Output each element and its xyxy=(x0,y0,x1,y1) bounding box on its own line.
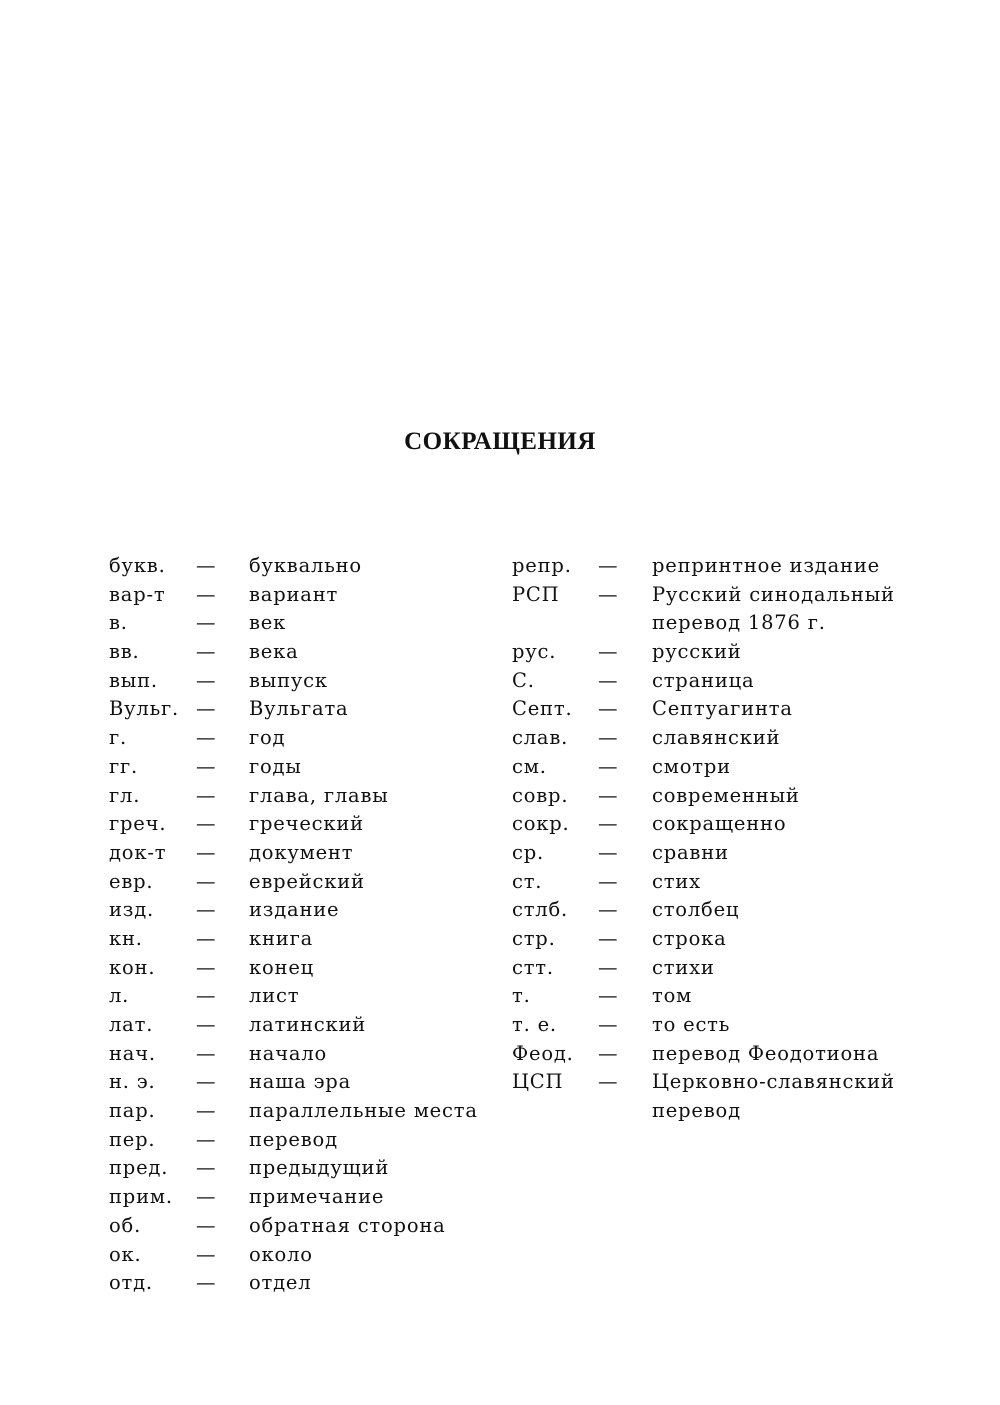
abbreviation-entry xyxy=(109,868,499,897)
abbreviation-meaning: документ xyxy=(249,840,354,864)
abbreviations-left-column xyxy=(109,552,499,1298)
abbreviation: репр. xyxy=(512,554,572,577)
abbreviation: док-т xyxy=(109,840,167,864)
abbreviation-entry xyxy=(512,810,912,839)
abbreviation-entry xyxy=(109,839,499,868)
abbreviation-meaning: около xyxy=(249,1242,313,1266)
abbreviation-entry xyxy=(109,1154,499,1183)
dash-separator: — xyxy=(196,1099,217,1123)
dash-separator: — xyxy=(598,898,619,922)
abbreviation: кн. xyxy=(109,926,143,950)
abbreviation-entry xyxy=(109,1011,499,1040)
abbreviation-entry xyxy=(512,839,912,868)
abbreviation-entry xyxy=(109,954,499,983)
dash-separator: — xyxy=(196,840,217,864)
dash-separator: — xyxy=(196,611,217,635)
abbreviation-entry xyxy=(512,954,912,983)
dash-separator: — xyxy=(196,668,217,692)
abbreviation-meaning: том xyxy=(652,984,693,1008)
dash-separator: — xyxy=(598,640,619,664)
dash-separator: — xyxy=(598,726,619,750)
abbreviation-entry xyxy=(109,667,499,696)
dash-separator: — xyxy=(196,754,217,778)
abbreviation: ЦСП xyxy=(512,1070,564,1094)
abbreviation-meaning: параллельные места xyxy=(249,1099,478,1123)
abbreviation-meaning: сравни xyxy=(652,840,729,864)
dash-separator: — xyxy=(196,1185,217,1209)
abbreviation: вв. xyxy=(109,640,140,664)
abbreviation-meaning: смотри xyxy=(652,754,731,778)
abbreviation-entry xyxy=(109,925,499,954)
abbreviation-meaning: русский xyxy=(652,640,742,664)
abbreviation-meaning: Септуагинта xyxy=(652,697,793,721)
abbreviation-entry xyxy=(109,1183,499,1212)
abbreviation: прим. xyxy=(109,1185,173,1209)
abbreviation-entry xyxy=(109,724,499,753)
dash-separator: — xyxy=(196,1070,217,1094)
abbreviation: ср. xyxy=(512,840,545,864)
dash-separator: — xyxy=(196,1013,217,1036)
abbreviation-entry xyxy=(109,1241,499,1270)
abbreviation-meaning: отдел xyxy=(249,1271,312,1295)
dash-separator: — xyxy=(196,1271,217,1295)
abbreviation-meaning: греческий xyxy=(249,812,364,836)
abbreviation-entry xyxy=(109,982,499,1011)
dash-separator: — xyxy=(196,582,217,606)
abbreviation-entry xyxy=(512,925,912,954)
abbreviation: лат. xyxy=(109,1013,154,1036)
dash-separator: — xyxy=(598,754,619,778)
abbreviation-entry xyxy=(512,581,912,610)
abbreviation-entry xyxy=(512,896,912,925)
abbreviation: ст. xyxy=(512,869,543,893)
abbreviation: см. xyxy=(512,754,547,778)
abbreviation-meaning: обратная сторона xyxy=(249,1213,446,1237)
abbreviation-entry xyxy=(109,1040,499,1069)
abbreviation-entry xyxy=(109,581,499,610)
abbreviation-meaning: лист xyxy=(249,984,300,1008)
abbreviation: в. xyxy=(109,611,128,635)
abbreviation: вып. xyxy=(109,668,158,692)
dash-separator: — xyxy=(196,1242,217,1266)
abbreviation-meaning: перевод 1876 г. xyxy=(652,611,826,635)
abbreviation: греч. xyxy=(109,812,167,836)
abbreviation-entry xyxy=(109,695,499,724)
abbreviation-meaning: страница xyxy=(652,668,755,692)
abbreviation-meaning: вариант xyxy=(249,582,339,606)
abbreviation-meaning: годы xyxy=(249,754,302,778)
abbreviation-entry xyxy=(512,782,912,811)
abbreviation-meaning: века xyxy=(249,640,299,664)
abbreviation: н. э. xyxy=(109,1070,156,1094)
abbreviation: пер. xyxy=(109,1127,156,1151)
dash-separator: — xyxy=(598,869,619,893)
abbreviation-meaning: столбец xyxy=(652,898,740,922)
abbreviation: пред. xyxy=(109,1156,169,1180)
abbreviation-entry xyxy=(109,896,499,925)
dash-separator: — xyxy=(196,1213,217,1237)
abbreviation-entry xyxy=(512,1068,912,1097)
dash-separator: — xyxy=(598,984,619,1008)
abbreviation-entry xyxy=(512,1040,912,1069)
abbreviation-meaning: славянский xyxy=(652,726,781,750)
dash-separator: — xyxy=(598,840,619,864)
abbreviation: Вульг. xyxy=(109,697,180,721)
abbreviation-meaning: конец xyxy=(249,955,315,979)
abbreviation-entry xyxy=(109,638,499,667)
abbreviation-meaning: то есть xyxy=(652,1013,731,1036)
abbreviation-entry xyxy=(512,868,912,897)
dash-separator: — xyxy=(196,783,217,807)
dash-separator: — xyxy=(598,1070,619,1094)
dash-separator: — xyxy=(196,812,217,836)
abbreviation-meaning: год xyxy=(249,726,286,750)
abbreviation-meaning: еврейский xyxy=(249,869,365,893)
abbreviation-entry xyxy=(512,982,912,1011)
abbreviation-meaning: стихи xyxy=(652,955,715,979)
abbreviation: ок. xyxy=(109,1242,142,1266)
abbreviation-meaning: примечание xyxy=(249,1185,385,1209)
abbreviation-meaning: строка xyxy=(652,926,727,950)
abbreviation-meaning: наша эра xyxy=(249,1070,352,1094)
abbreviation-meaning: предыдущий xyxy=(249,1156,390,1180)
dash-separator: — xyxy=(196,984,217,1008)
abbreviation-meaning: глава, главы xyxy=(249,783,389,807)
abbreviation-meaning: сокращенно xyxy=(652,812,787,836)
abbreviation: пар. xyxy=(109,1099,156,1123)
abbreviation-entry xyxy=(512,1011,912,1040)
abbreviation: букв. xyxy=(109,554,166,577)
dash-separator: — xyxy=(598,1013,619,1036)
abbreviation-entry xyxy=(512,753,912,782)
abbreviation-meaning: Русский синодальный xyxy=(652,582,895,606)
dash-separator: — xyxy=(196,898,217,922)
abbreviation: отд. xyxy=(109,1271,153,1295)
abbreviation: евр. xyxy=(109,869,154,893)
abbreviation-entry xyxy=(109,1097,499,1126)
abbreviation: сокр. xyxy=(512,812,570,836)
abbreviation: об. xyxy=(109,1213,142,1237)
abbreviation-entry xyxy=(109,609,499,638)
abbreviation: т. е. xyxy=(512,1013,557,1036)
dash-separator: — xyxy=(598,812,619,836)
dash-separator: — xyxy=(598,955,619,979)
abbreviation-meaning: Церковно-славянский xyxy=(652,1070,895,1094)
abbreviation: нач. xyxy=(109,1041,156,1065)
abbreviation-entry xyxy=(109,1212,499,1241)
abbreviation: Септ. xyxy=(512,697,573,721)
abbreviation-entry xyxy=(109,1269,499,1298)
abbreviation: С. xyxy=(512,668,535,692)
abbreviation-entry xyxy=(512,1097,912,1126)
abbreviation-entry xyxy=(512,695,912,724)
abbreviation-entry xyxy=(512,552,912,581)
dash-separator: — xyxy=(196,955,217,979)
abbreviation-meaning: Вульгата xyxy=(249,697,349,721)
abbreviation-meaning: буквально xyxy=(249,554,362,577)
abbreviation: рус. xyxy=(512,640,557,664)
abbreviation: вар-т xyxy=(109,582,166,606)
abbreviation: изд. xyxy=(109,898,155,922)
abbreviation: л. xyxy=(109,984,130,1008)
dash-separator: — xyxy=(598,783,619,807)
dash-separator: — xyxy=(598,1041,619,1065)
dash-separator: — xyxy=(196,869,217,893)
dash-separator: — xyxy=(196,640,217,664)
abbreviation-entry xyxy=(109,810,499,839)
abbreviation: гл. xyxy=(109,783,141,807)
abbreviation: слав. xyxy=(512,726,569,750)
abbreviation-meaning: современный xyxy=(652,783,800,807)
abbreviation-meaning: перевод xyxy=(249,1127,338,1151)
abbreviation-entry xyxy=(109,782,499,811)
abbreviation: стт. xyxy=(512,955,554,979)
abbreviation: РСП xyxy=(512,582,560,606)
page-title: СОКРАЩЕНИЯ xyxy=(404,428,596,455)
abbreviation-meaning: век xyxy=(249,611,287,635)
abbreviation: совр. xyxy=(512,783,569,807)
dash-separator: — xyxy=(196,726,217,750)
dash-separator: — xyxy=(598,554,619,577)
abbreviation-meaning: выпуск xyxy=(249,668,328,692)
abbreviation-meaning: книга xyxy=(249,926,314,950)
abbreviation: стлб. xyxy=(512,898,569,922)
dash-separator: — xyxy=(196,554,217,577)
dash-separator: — xyxy=(196,1041,217,1065)
abbreviation: гг. xyxy=(109,754,139,778)
abbreviation-entry xyxy=(109,552,499,581)
abbreviation: т. xyxy=(512,984,531,1008)
abbreviation-meaning: перевод xyxy=(652,1099,741,1123)
abbreviations-right-column xyxy=(512,552,912,1126)
abbreviation-entry xyxy=(109,753,499,782)
abbreviation: кон. xyxy=(109,955,156,979)
dash-separator: — xyxy=(196,1156,217,1180)
abbreviation-meaning: стих xyxy=(652,869,701,893)
abbreviation-entry xyxy=(512,609,912,638)
abbreviation-entry xyxy=(512,667,912,696)
dash-separator: — xyxy=(598,668,619,692)
dash-separator: — xyxy=(196,697,217,721)
abbreviation-meaning: перевод Феодотиона xyxy=(652,1041,880,1065)
dash-separator: — xyxy=(598,697,619,721)
abbreviation-entry xyxy=(512,638,912,667)
abbreviation: стр. xyxy=(512,926,556,950)
abbreviation-meaning: издание xyxy=(249,898,340,922)
abbreviation: г. xyxy=(109,726,128,750)
abbreviation-meaning: начало xyxy=(249,1041,328,1065)
dash-separator: — xyxy=(196,926,217,950)
abbreviation-meaning: репринтное издание xyxy=(652,554,880,577)
dash-separator: — xyxy=(196,1127,217,1151)
abbreviation-entry xyxy=(109,1068,499,1097)
abbreviation-entry xyxy=(109,1126,499,1155)
dash-separator: — xyxy=(598,926,619,950)
abbreviation-meaning: латинский xyxy=(249,1013,367,1036)
abbreviation-entry xyxy=(512,724,912,753)
abbreviation: Феод. xyxy=(512,1041,574,1065)
dash-separator: — xyxy=(598,582,619,606)
